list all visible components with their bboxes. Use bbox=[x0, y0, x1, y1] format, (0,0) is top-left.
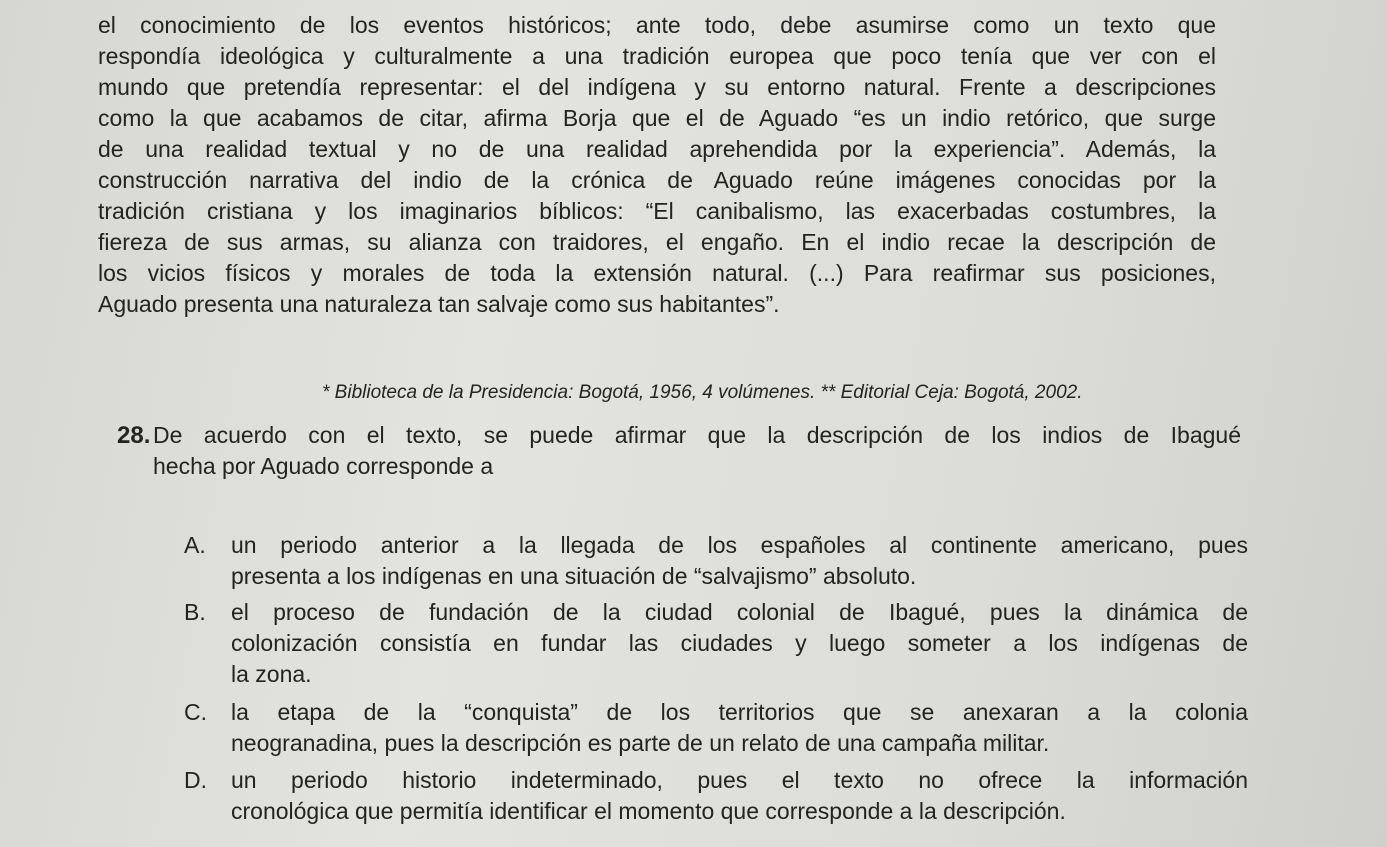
option-line: colonización consistía en fundar las ciudades y luego someter a los indígenas de bbox=[231, 630, 1248, 656]
passage-line: el conocimiento de los eventos históricos; ante todo, debe asumirse como un texto que bbox=[98, 12, 1216, 38]
option-text bbox=[231, 765, 1248, 827]
option-line: el proceso de fundación de la ciudad colonial de Ibagué, pues la dinámica de bbox=[231, 599, 1248, 625]
option-a[interactable] bbox=[184, 530, 1248, 593]
option-b[interactable] bbox=[184, 597, 1248, 697]
option-letter: C. bbox=[184, 699, 207, 725]
option-line: la zona. bbox=[231, 661, 312, 687]
option-letter: A. bbox=[184, 532, 206, 558]
passage-line: tradición cristiana y los imaginarios bíblicos: “El canibalismo, las exacerbadas costumbres, la bbox=[98, 198, 1216, 224]
passage-paragraph bbox=[98, 10, 1216, 320]
option-text bbox=[231, 597, 1248, 690]
passage-line: de una realidad textual y no de una realidad aprehendida por la experiencia”. Además, la bbox=[98, 136, 1216, 162]
option-d[interactable] bbox=[184, 765, 1248, 833]
option-text bbox=[231, 530, 1248, 592]
option-letter: B. bbox=[184, 599, 206, 625]
option-letter: D. bbox=[184, 767, 207, 793]
question-line: hecha por Aguado corresponde a bbox=[153, 453, 494, 479]
option-line: neogranadina, pues la descripción es parte de un relato de una campaña militar. bbox=[231, 730, 1050, 756]
passage-line: construcción narrativa del indio de la crónica de Aguado reúne imágenes conocidas por la bbox=[98, 167, 1216, 193]
option-text bbox=[231, 697, 1248, 759]
option-line: cronológica que permitía identificar el momento que corresponde a la descripción. bbox=[231, 798, 1066, 824]
footnote: * Biblioteca de la Presidencia: Bogotá, 1956, 4 volúmenes. ** Editorial Ceja: Bogotá, 2002. bbox=[322, 382, 1083, 403]
question-stem bbox=[153, 420, 1241, 482]
passage-line: como la que acabamos de citar, afirma Borja que el de Aguado “es un indio retórico, que surge bbox=[98, 105, 1216, 131]
passage-line: Aguado presenta una naturaleza tan salvaje como sus habitantes”. bbox=[98, 291, 780, 317]
option-line: presenta a los indígenas en una situación de “salvajismo” absoluto. bbox=[231, 563, 917, 589]
question-line: De acuerdo con el texto, se puede afirmar que la descripción de los indios de Ibagué bbox=[153, 422, 1241, 448]
answer-options bbox=[184, 530, 1248, 833]
passage-line: mundo que pretendía representar: el del indígena y su entorno natural. Frente a descripciones bbox=[98, 74, 1216, 100]
option-line: un periodo anterior a la llegada de los españoles al continente americano, pues bbox=[231, 532, 1248, 558]
option-line: la etapa de la “conquista” de los territorios que se anexaran a la colonia bbox=[231, 699, 1248, 725]
passage-line: los vicios físicos y morales de toda la extensión natural. (...) Para reafirmar sus posiciones, bbox=[98, 260, 1216, 286]
passage-line: respondía ideológica y culturalmente a una tradición europea que poco tenía que ver con el bbox=[98, 43, 1216, 69]
question-number: 28. bbox=[117, 422, 151, 449]
passage-line: fiereza de sus armas, su alianza con traidores, el engaño. En el indio recae la descripción de bbox=[98, 229, 1216, 255]
option-line: un periodo historio indeterminado, pues el texto no ofrece la información bbox=[231, 767, 1248, 793]
option-c[interactable] bbox=[184, 697, 1248, 765]
